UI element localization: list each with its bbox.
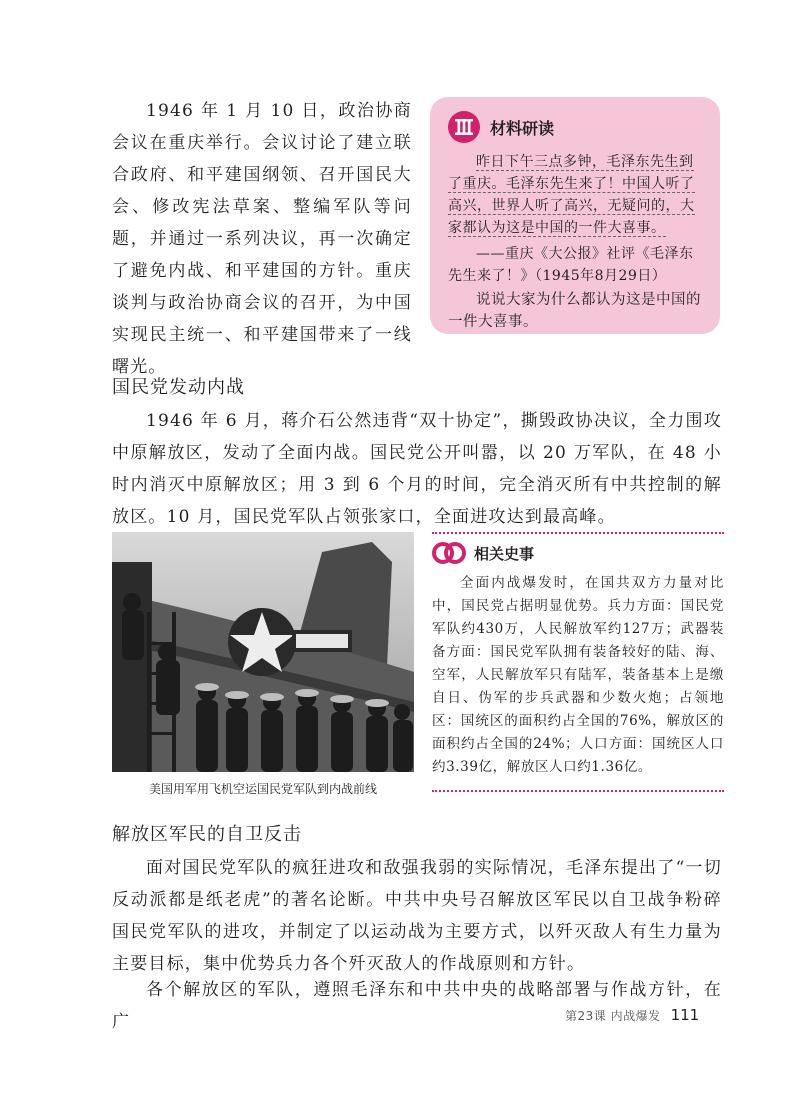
material-source: ——重庆《大公报》社评《毛泽东先生来了！》（1945年8月29日） — [448, 246, 694, 284]
related-text: 全面内战爆发时，在国共双方力量对比中，国民党占据明显优势。兵力方面：国民党军队约430万，人民解放军约127万；武器装备方面：国民党军队拥有装备较好的陆、海、空军，人民解放军只有陆军，装备基本上是缴自日、伪军的步兵武器和少数火炮；占领地区：国统区的面积约占全国的76%，解放区的面积约占全国的24%；人口方面：国统区人口约3.39亿，解放区人口约1.36亿。 — [432, 575, 724, 775]
intro-paragraph: 1946 年 1 月 10 日，政治协商会议在重庆举行。会议讨论了建立联合政府、和平建国纲领、召开国民大会、修改宪法草案、整编军队等问题，并通过一系列决议，再一次确定了避免内战、和平建国的方针。重庆谈判与政治协商会议的召开，为中国实现民主统一、和平建国带来了一线曙光。 — [112, 101, 412, 377]
dotted-divider-top — [432, 532, 724, 534]
linked-rings-icon — [432, 540, 466, 566]
material-quote-text: 昨日下午三点多钟，毛泽东先生到了重庆。毛泽东先生来了！中国人听了高兴，世界人听了高兴，无疑问的，大家都认为这是中国的一件大喜事。 — [448, 154, 695, 236]
photo-caption: 美国用军用飞机空运国民党军队到内战前线 — [148, 782, 377, 796]
section-heading-civil-war: 国民党发动内战 — [112, 377, 245, 398]
material-title: 材料研读 — [490, 118, 555, 138]
section-paragraph-civil-war: 1946 年 6 月，蒋介石公然违背“双十协定”，撕毁政协决议，全力围攻中原解放区，发动了全面内战。国民党公开叫嚣，以 20 万军队，在 48 小时内消灭中原解放区；用 3 到 6 个月的时间，完全消灭所有中共控制的解放区。10 月，国民党军队占领张家口，全面进攻达到最高峰。 — [112, 411, 722, 527]
material-question: 说说大家为什么都认为这是中国的一件大喜事。 — [448, 292, 701, 330]
material-header — [448, 111, 702, 143]
section-heading-self-defense: 解放区军民的自卫反击 — [112, 824, 302, 845]
page-number: 111 — [670, 1006, 700, 1024]
section-paragraph-self-defense-2: 各个解放区的军队，遵照毛泽东和中共中央的战略部署与作战方针，在广 — [112, 980, 722, 1032]
related-header — [432, 540, 534, 566]
lesson-label: 第23课 内战爆发 — [565, 1009, 661, 1023]
material-quote — [448, 151, 702, 239]
dotted-divider-bottom — [432, 790, 724, 792]
roman-three-icon — [448, 111, 480, 143]
historical-photo — [112, 532, 414, 772]
page-footer — [565, 1006, 699, 1024]
related-title: 相关史事 — [474, 544, 535, 563]
section-paragraph-self-defense-1: 面对国民党军队的疯狂进攻和敌强我弱的实际情况，毛泽东提出了“一切反动派都是纸老虎”的著名论断。中共中央号召解放区军民以自卫战争粉碎国民党军队的进攻，并制定了以运动战为主要方式，以歼灭敌人有生力量为主要目标，集中优势兵力各个歼灭敌人的作战原则和方针。 — [112, 858, 722, 974]
airplane-troops-photo-illustration — [112, 532, 414, 772]
related-history-box — [432, 532, 724, 792]
material-reading-box — [430, 97, 720, 334]
